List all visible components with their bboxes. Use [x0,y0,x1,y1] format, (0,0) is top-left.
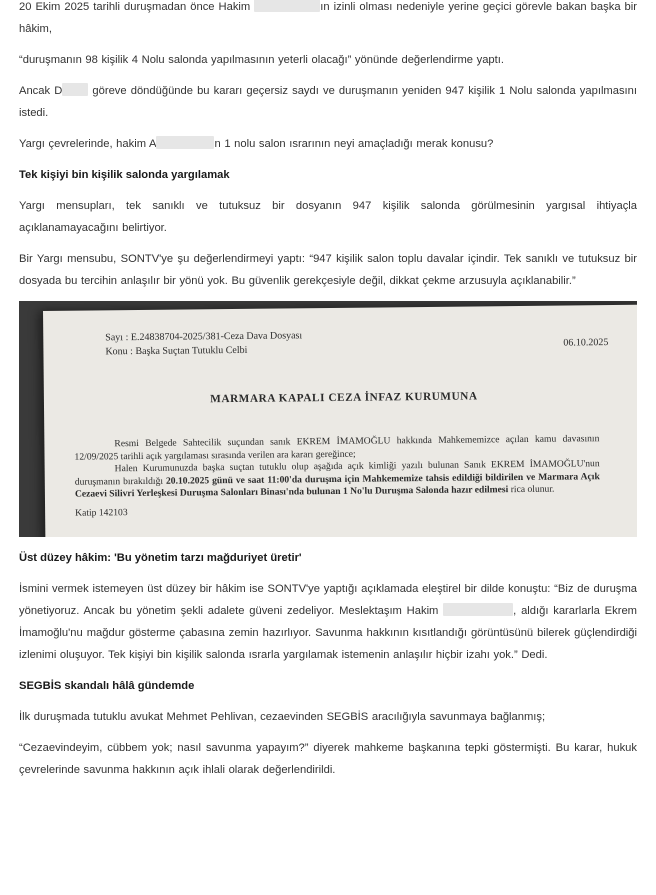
paragraph-1 [19,0,637,40]
redaction-block [254,0,320,12]
document-photo [19,301,637,537]
document-konu: Konu : Başka Suçtan Tutuklu Celbi [105,344,248,358]
document-paragraph-2-start: Halen Kurumunuzda başka suçtan tutuklu olup aşağıda açık kimliği yazılı bulunan Sanık EKREM İMAMOĞLU'nun duruşmanın bırakıldığı [74,458,600,488]
paragraph-7-text-before: İsmini vermek istemeyen üst düzey bir hâkim ise SONTV'ye yaptığı açıklamada eleştirel bir dilde konuştu: “Biz de duruşma yönetiyoruz. Ancak bu yönetim şekli adalete güveni zedeliyor. Meslektaşım Hakim [19,583,637,617]
paragraph-3 [19,80,637,124]
redaction-block [443,603,513,616]
paragraph-4-text-after: n 1 nolu salon ısrarının neyi amaçladığı merak konusu? [214,138,494,150]
paragraph-3-text-before: Ancak D [19,85,63,97]
court-document [43,305,637,537]
subheading-segbis: SEGBİS skandalı hâlâ gündemde [19,680,195,692]
document-paragraph-1: Resmi Belgede Sahtecilik suçundan sanık EKREM İMAMOĞLU hakkında Mahkememizce açılan kamu davasının 12/09/2025 tarihli açık yargılaması sırasında verilen ara kararı gereğince; [74,433,600,463]
paragraph-9: “Cezaevindeyim, cübbem yok; nasıl savunma yapayım?” diyerek mahkeme başkanına tepki göstermişti. Bu karar, hukuk çevrelerinde savunma hakkının açık ihlali olarak değerlendirildi. [19,742,637,776]
document-paragraph-2 [75,458,600,501]
document-sayi: Sayı : E.24838704-2025/381-Ceza Dava Dosyası [105,330,303,344]
document-body [74,433,600,519]
paragraph-3-text-after: göreve döndüğünde bu kararı geçersiz saydı ve duruşmanın yeniden 947 kişilik 1 Nolu salonda yapılmasını istedi. [19,85,637,119]
paragraph-4-text-before: Yargı çevrelerinde, hakim A [19,138,157,150]
document-date: 06.10.2025 [563,337,609,349]
paragraph-6: Bir Yargı mensubu, SONTV'ye şu değerlendirmeyi yaptı: “947 kişilik salon toplu davalar içindir. Tek sanıklı ve tutuksuz bir dosyada bu tercihin anlaşılır bir yönü yok. Bu güvenlik gerekçesiyle değil, dikkat çekme arzusuyla açıklanabilir.” [19,253,637,287]
paragraph-1-text-after: ın izinli olması nedeniyle yerine geçici görevle bakan başka bir hâkim, [19,1,637,35]
redaction-block [62,83,88,96]
paragraph-1-text-before: 20 Ekim 2025 tarihli duruşmadan önce Hakim [19,1,255,13]
subheading-tek-kisi: Tek kişiyi bin kişilik salonda yargılamak [19,169,230,181]
paragraph-7-text-after: , aldığı kararlarla Ekrem İmamoğlu'nu mağdur gösterme çabasına zemin hazırlıyor. Savunma hakkının kısıtlandığı görüntüsünü bilerek güçlendirdiği izlenimi oluşuyor. Tek kişiyi bin kişilik salonda ısrarla yargılamak istemenin anlaşılır hiçbir izahı yok.” Dedi. [19,605,637,661]
document-title: MARMARA KAPALI CEZA İNFAZ KURUMUNA [210,390,478,406]
redaction-block [156,136,214,149]
paragraph-7 [19,578,637,666]
document-paragraph-2-bold: 20.10.2025 günü ve saat 11:00'da duruşma için Mahkememize tahsis edildiği bildirilen ve Marmara Açık Cezaevi Silivri Yerleşkesi Duruşma Salonları Binası'nda bulunan 1 No'lu Duruşma Salonda hazır edilmesi [74,470,600,500]
document-footer: Katip 142103 [75,506,128,519]
document-paragraph-2-end: rica olunur. [508,483,555,496]
paragraph-5: Yargı mensupları, tek sanıklı ve tutuksuz bir dosyanın 947 kişilik salonda görülmesinin yargısal ihtiyaçla açıklanamayacağını belirtiyor. [19,200,637,234]
paragraph-4 [19,133,637,155]
paragraph-8: İlk duruşmada tutuklu avukat Mehmet Pehlivan, cezaevinden SEGBİS aracılığıyla savunmaya bağlanmış; [19,711,546,723]
subheading-ust-duzey-hakim: Üst düzey hâkim: 'Bu yönetim tarzı mağduriyet üretir' [19,552,302,564]
paragraph-2: “duruşmanın 98 kişilik 4 Nolu salonda yapılmasının yeterli olacağı” yönünde değerlendirme yaptı. [19,54,504,66]
